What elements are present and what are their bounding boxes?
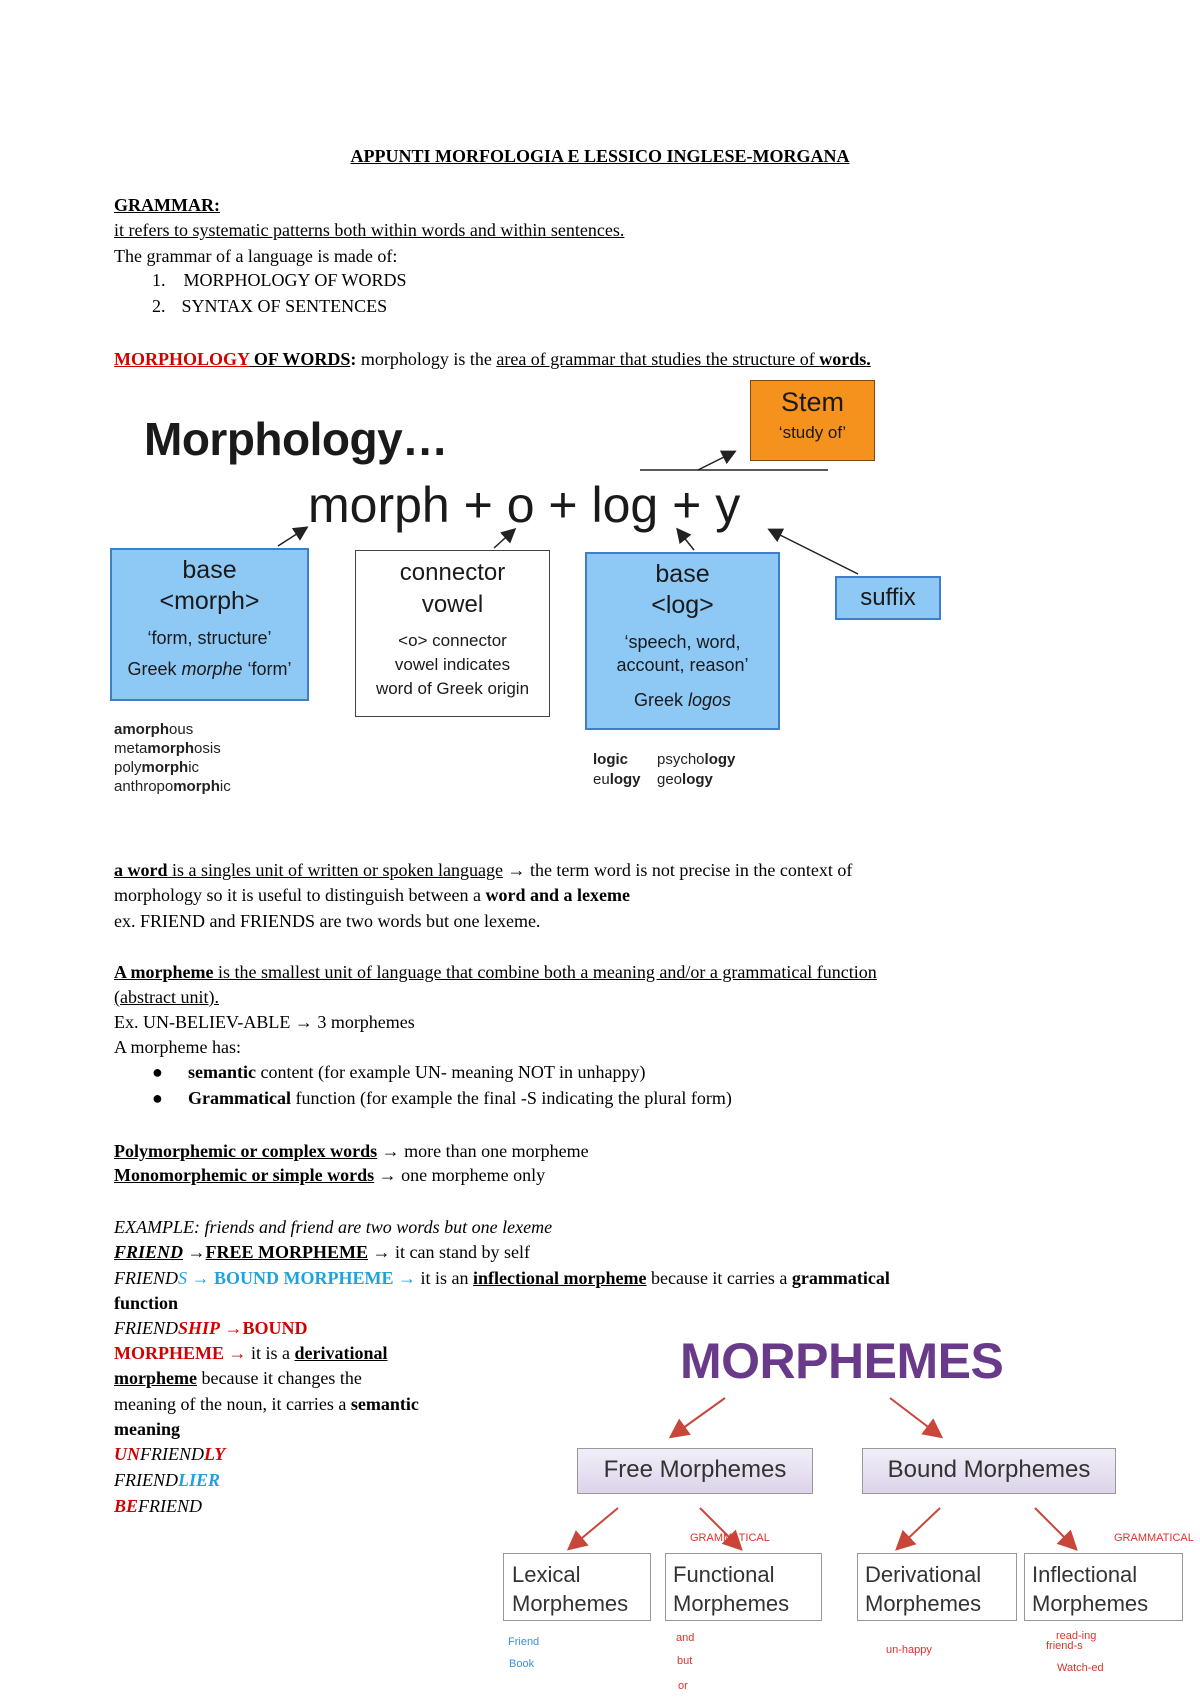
box-line: <o> connector [398, 631, 507, 650]
box-line: account, reason’ [616, 655, 749, 675]
text: function (for example the final -S indicating the plural form) [290, 1088, 732, 1108]
monomorphemic-line [114, 1163, 545, 1187]
list-number: 1. [152, 270, 166, 290]
friendship-line [114, 1316, 308, 1340]
morpheme-definition [114, 960, 877, 984]
text-bold: Grammatical [188, 1088, 291, 1108]
box-line: ‘form, structure’ [147, 628, 272, 648]
text-red: SHIP [177, 1318, 220, 1338]
example-row [593, 770, 735, 790]
box-line: vowel [421, 591, 484, 618]
grammar-definition: it refers to systematic patterns both within words and within sentences. [114, 220, 625, 240]
text: FRIEND [114, 1470, 178, 1490]
text: meaning of the noun, it carries a [114, 1394, 351, 1414]
lexical-example: Book [509, 1658, 535, 1670]
text-bold: logic [593, 751, 629, 768]
text: Ex. UN-BELIEV-ABLE [114, 1012, 291, 1032]
arrow-icon: → [372, 1242, 391, 1262]
of-words: OF WORDS [249, 349, 351, 369]
word-term: a word [114, 860, 168, 880]
dot: . [866, 349, 871, 369]
text-italic: logos [688, 690, 732, 710]
text: ic [188, 759, 200, 776]
morphology-arrows [0, 0, 1200, 800]
text: more than one morpheme [399, 1141, 589, 1161]
stem-arrow [698, 452, 734, 470]
box-line: base [655, 560, 710, 588]
example-word [114, 739, 231, 758]
arrow-suffix [770, 530, 858, 574]
example-row [593, 750, 735, 770]
box-line: Morphemes [865, 1591, 982, 1616]
functional-example: or [678, 1680, 688, 1692]
text-bold: derivational [294, 1343, 388, 1363]
text: osis [194, 740, 221, 757]
morpheme-has: A morpheme has: [114, 1037, 241, 1057]
text: 3 morphemes [312, 1012, 415, 1032]
text-bold: logy [609, 771, 641, 788]
text-bold: morpheme [114, 1368, 197, 1388]
inflectional-example: Watch-ed [1057, 1662, 1104, 1674]
box-line: vowel indicates [394, 655, 511, 674]
text: FRIEND [114, 1242, 184, 1262]
box-line: <morph> [159, 587, 260, 615]
functional-example: and [676, 1632, 695, 1644]
morphemes-diagram-title: MORPHEMES [680, 1333, 1004, 1389]
grammar-heading: GRAMMAR: [114, 195, 220, 215]
morphology-diagram-title: Morphology… [144, 413, 448, 465]
bullet-item [152, 1060, 646, 1084]
text-blue: S [177, 1268, 187, 1288]
text-bold: logy [704, 751, 736, 768]
derivational-example: un-happy [886, 1644, 932, 1656]
inflectional-morphemes-box [1024, 1553, 1183, 1621]
arrow-icon: → [378, 1165, 397, 1185]
box-line: Morphemes [512, 1591, 629, 1616]
example-word [114, 758, 231, 777]
grammatical-label: GRAMMATICAL [1114, 1532, 1194, 1544]
text: morphology is the [356, 349, 497, 369]
arrow-icon: → [224, 1318, 243, 1338]
arrow-icon: → [397, 1268, 416, 1288]
bullet-icon: ● [152, 1088, 163, 1108]
word-definition-2 [114, 883, 630, 907]
box-line: Morphemes [673, 1591, 790, 1616]
box-line: Derivational [865, 1562, 982, 1587]
suffix-label: suffix [860, 584, 916, 611]
derivational-morphemes-box [857, 1553, 1017, 1621]
text: one morpheme only [396, 1165, 546, 1185]
lexical-morphemes-box [503, 1553, 651, 1621]
friend-line [114, 1240, 530, 1264]
text: psycho [657, 751, 705, 768]
morpheme-definition-2: (abstract unit). [114, 987, 219, 1007]
text: poly [114, 759, 142, 776]
box-line: Functional [673, 1562, 775, 1587]
example-heading: EXAMPLE: friends and friend are two words but one lexeme [114, 1217, 553, 1237]
text-bold: morph [173, 778, 220, 795]
text: because it carries a [646, 1268, 792, 1288]
text-red: BOUND [242, 1318, 308, 1338]
example-word [114, 720, 231, 739]
arrow-icon: → [294, 1012, 313, 1032]
functional-morphemes-box [665, 1553, 822, 1621]
text: because it changes the [196, 1368, 362, 1388]
words-bold: words [819, 349, 867, 369]
functional-example: but [677, 1655, 693, 1667]
lexical-example: Friend [508, 1636, 540, 1648]
arrow-icon: → [187, 1242, 206, 1262]
text-bold: logy [682, 771, 713, 788]
bullet-icon: ● [152, 1062, 163, 1082]
text-bold: morph [141, 759, 189, 776]
text-bold: grammatical [791, 1268, 890, 1288]
polymorphemic-line [114, 1139, 589, 1163]
text-red: UN [114, 1444, 140, 1464]
bullet-item [152, 1086, 732, 1110]
text: anthropo [114, 778, 174, 795]
text-red: LY [203, 1444, 226, 1464]
word-example: ex. FRIEND and FRIENDS are two words but one lexeme. [114, 911, 541, 931]
text-blue: LIER [177, 1470, 220, 1490]
inflectional-example: friend-s [1046, 1640, 1083, 1652]
example-word [114, 777, 231, 796]
text-red: BE [114, 1496, 139, 1516]
stem-subtitle: ‘study of’ [778, 423, 847, 442]
text: the term word is not precise in the context of [525, 860, 853, 880]
text: meta [114, 740, 148, 757]
colon: : [350, 349, 357, 369]
list-number: 2. [152, 296, 166, 316]
text-bold: inflectional morpheme [472, 1268, 647, 1288]
box-line: base [182, 556, 237, 584]
arrow-icon: → [228, 1343, 247, 1363]
text-underlined: is a singles unit of written or spoken language [167, 860, 503, 880]
text: content (for example UN- meaning NOT in unhappy) [255, 1062, 646, 1082]
text: it is an [415, 1268, 473, 1288]
text-bold: morph [147, 740, 195, 757]
box-line: word of Greek origin [375, 679, 530, 698]
text: it can stand by self [390, 1242, 530, 1262]
word-definition [114, 858, 852, 882]
morph-examples [114, 720, 231, 796]
unbelievable-example [114, 1010, 415, 1034]
text: FRIEND [138, 1496, 202, 1516]
text-bold: word and a lexeme [485, 885, 630, 905]
text-bold: Monomorphemic or simple words [114, 1165, 375, 1185]
box-line: Inflectional [1032, 1562, 1138, 1587]
text-bold: semantic [350, 1394, 419, 1414]
text-bold: FREE MORPHEME [205, 1242, 369, 1262]
text-red: MORPHEME [114, 1343, 224, 1363]
box-line: Lexical [512, 1562, 581, 1587]
arrow-icon: → [381, 1141, 400, 1161]
text-italic: morphe [181, 659, 243, 679]
morphology-formula: morph + o + log + y [308, 477, 741, 533]
text: Greek [633, 690, 688, 710]
meaning-word: meaning [114, 1419, 181, 1439]
arrow-base1 [278, 528, 306, 546]
box-line: Morphemes [1032, 1591, 1149, 1616]
text-bold: semantic [188, 1062, 256, 1082]
arrow-icon: → [191, 1268, 210, 1288]
text-underlined: area of grammar that studies the structure of [496, 349, 820, 369]
text-underlined: is the smallest unit of language that combine both a meaning and/or a grammatical function [213, 962, 877, 982]
page-title: APPUNTI MORFOLOGIA E LESSICO INGLESE-MORGANA [350, 146, 850, 166]
text: ic [219, 778, 231, 795]
morpheme-term: A morpheme [114, 962, 214, 982]
text-bold: Polymorphemic or complex words [114, 1141, 378, 1161]
arrow-icon: → [507, 860, 526, 880]
list-text: SYNTAX OF SENTENCES [181, 296, 388, 316]
box-line: ‘speech, word, [624, 632, 741, 652]
morphology-red: MORPHOLOGY [114, 349, 250, 369]
box-line: <log> [651, 591, 714, 619]
text: geo [657, 771, 683, 788]
inflectional-example: read-ing [1056, 1630, 1097, 1642]
text: eu [593, 771, 610, 788]
box-line: connector [399, 559, 506, 586]
text: Greek [127, 659, 182, 679]
arrow-connector [494, 530, 514, 548]
friends-line [114, 1266, 890, 1290]
grammatical-label: GRAMMATICAL [690, 1532, 770, 1544]
stem-title: Stem [780, 387, 845, 417]
grammar-made-of: The grammar of a language is made of: [114, 246, 398, 266]
function-word: function [114, 1293, 179, 1313]
free-morphemes-box [577, 1448, 813, 1494]
text: it is a [246, 1343, 295, 1363]
text-bold: amorph [114, 721, 170, 738]
arrow-base2 [678, 530, 694, 550]
text: ous [169, 721, 194, 738]
list-text: MORPHOLOGY OF WORDS [183, 270, 407, 290]
box-label: Bound Morphemes [887, 1456, 1091, 1483]
box-label: Free Morphemes [603, 1456, 787, 1483]
log-examples [593, 750, 735, 790]
text: FRIEND [114, 1318, 178, 1338]
text: FRIEND [140, 1444, 204, 1464]
text: ‘form’ [242, 659, 292, 679]
text: FRIEND [114, 1268, 178, 1288]
text: morphology so it is useful to distinguish between a [114, 885, 486, 905]
derivational-line [114, 1341, 388, 1365]
bound-morphemes-box [862, 1448, 1116, 1494]
text-blue: BOUND MORPHEME [213, 1268, 394, 1288]
